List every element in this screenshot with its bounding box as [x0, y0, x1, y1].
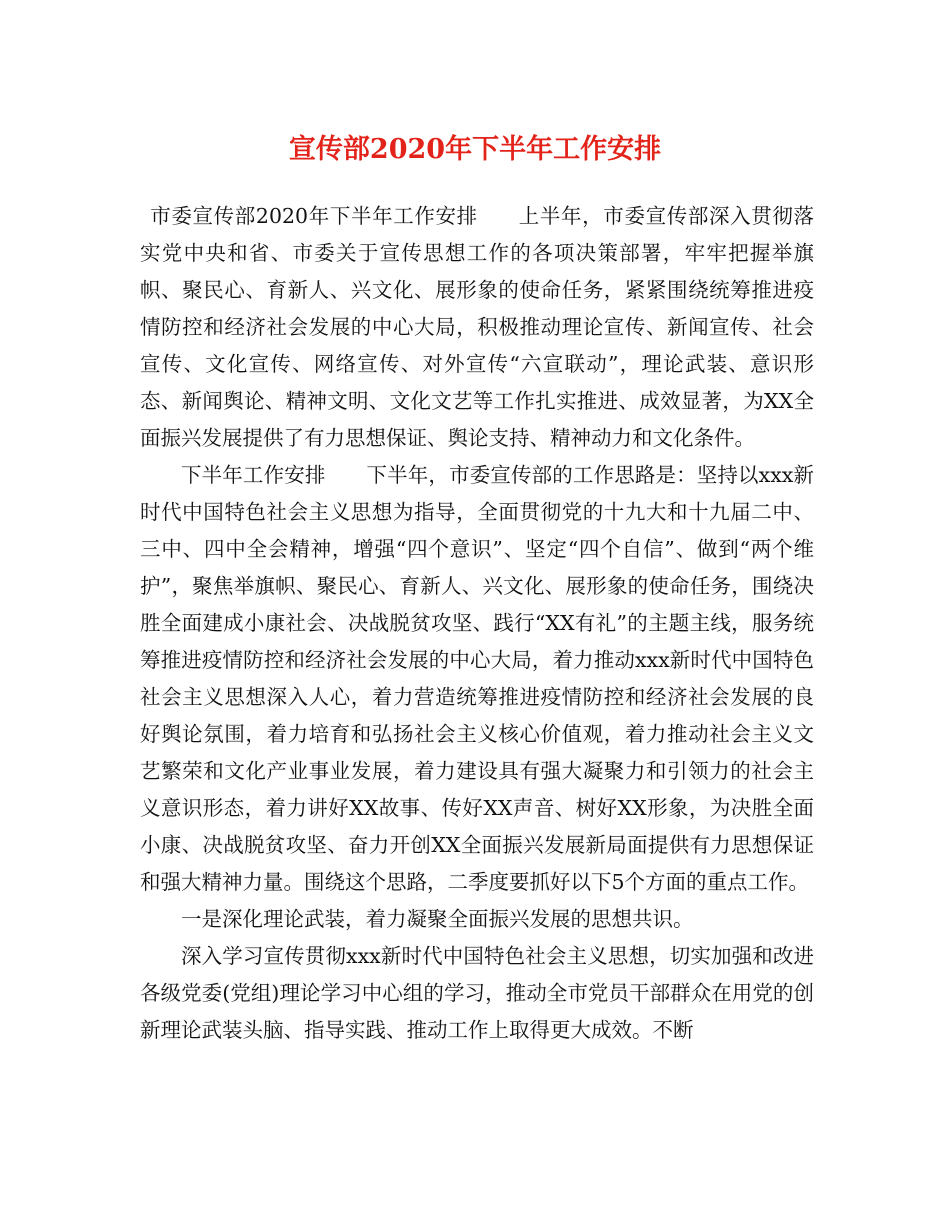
paragraph-text: 下半年，市委宣传部的工作思路是：坚持以xxx新时代中国特色社会主义思想为指导，全面贯彻党的十九大和十九届二中、三中、四中全会精神，增强“四个意识”、坚定“四个自信”、做到“两个维护”，聚焦举旗帜、聚民心、育新人、兴文化、展形象的使命任务，围绕决胜全面建成小康社会、决战脱贫攻坚、践行“XX有礼”的主题主线，服务统筹推进疫情防控和经济社会发展的中心大局，着力推动xxx新时代中国特色社会主义思想深入人心，着力营造统筹推进疫情防控和经济社会发展的良好舆论氛围，着力培育和弘扬社会主义核心价值观，着力推动社会主义文艺繁荣和文化产业事业发展，着力建设具有强大凝聚力和引领力的社会主义意识形态，着力讲好XX故事、传好XX声音、树好XX形象，为决胜全面小康、决战脱贫攻坚、奋力开创XX全面振兴发展新局面提供有力思想保证和强大精神力量。围绕这个思路，二季度要抓好以下5个方面的重点工作。: [140, 463, 815, 894]
paragraph-label: 下半年工作安排: [181, 463, 326, 487]
document-title: 宣传部2020年下半年工作安排: [288, 134, 662, 165]
paragraph-second-half-plan: [140, 457, 814, 901]
paragraph-point-one: [140, 901, 814, 938]
document-body: [140, 198, 814, 1049]
paragraph-label: 市委宣传部2020年下半年工作安排: [150, 204, 478, 228]
paragraph-theory-study: [140, 938, 814, 1049]
paragraph-text: 深入学习宣传贯彻xxx新时代中国特色社会主义思想，切实加强和改进各级党委(党组)理论学习中心组的学习，推动全市党员干部群众在用党的创新理论武装头脑、指导实践、推动工作上取得更大成效。不断: [140, 944, 814, 1042]
paragraph-intro: [140, 198, 814, 457]
paragraph-text: 上半年，市委宣传部深入贯彻落实党中央和省、市委关于宣传思想工作的各项决策部署，牢牢把握举旗帜、聚民心、育新人、兴文化、展形象的使命任务，紧紧围绕统筹推进疫情防控和经济社会发展的中心大局，积极推动理论宣传、新闻宣传、社会宣传、文化宣传、网络宣传、对外宣传“六宣联动”，理论武装、意识形态、新闻舆论、精神文明、文化文艺等工作扎实推进、成效显著，为XX全面振兴发展提供了有力思想保证、舆论支持、精神动力和文化条件。: [140, 204, 815, 450]
paragraph-text: 一是深化理论武装，着力凝聚全面振兴发展的思想共识。: [181, 907, 694, 931]
